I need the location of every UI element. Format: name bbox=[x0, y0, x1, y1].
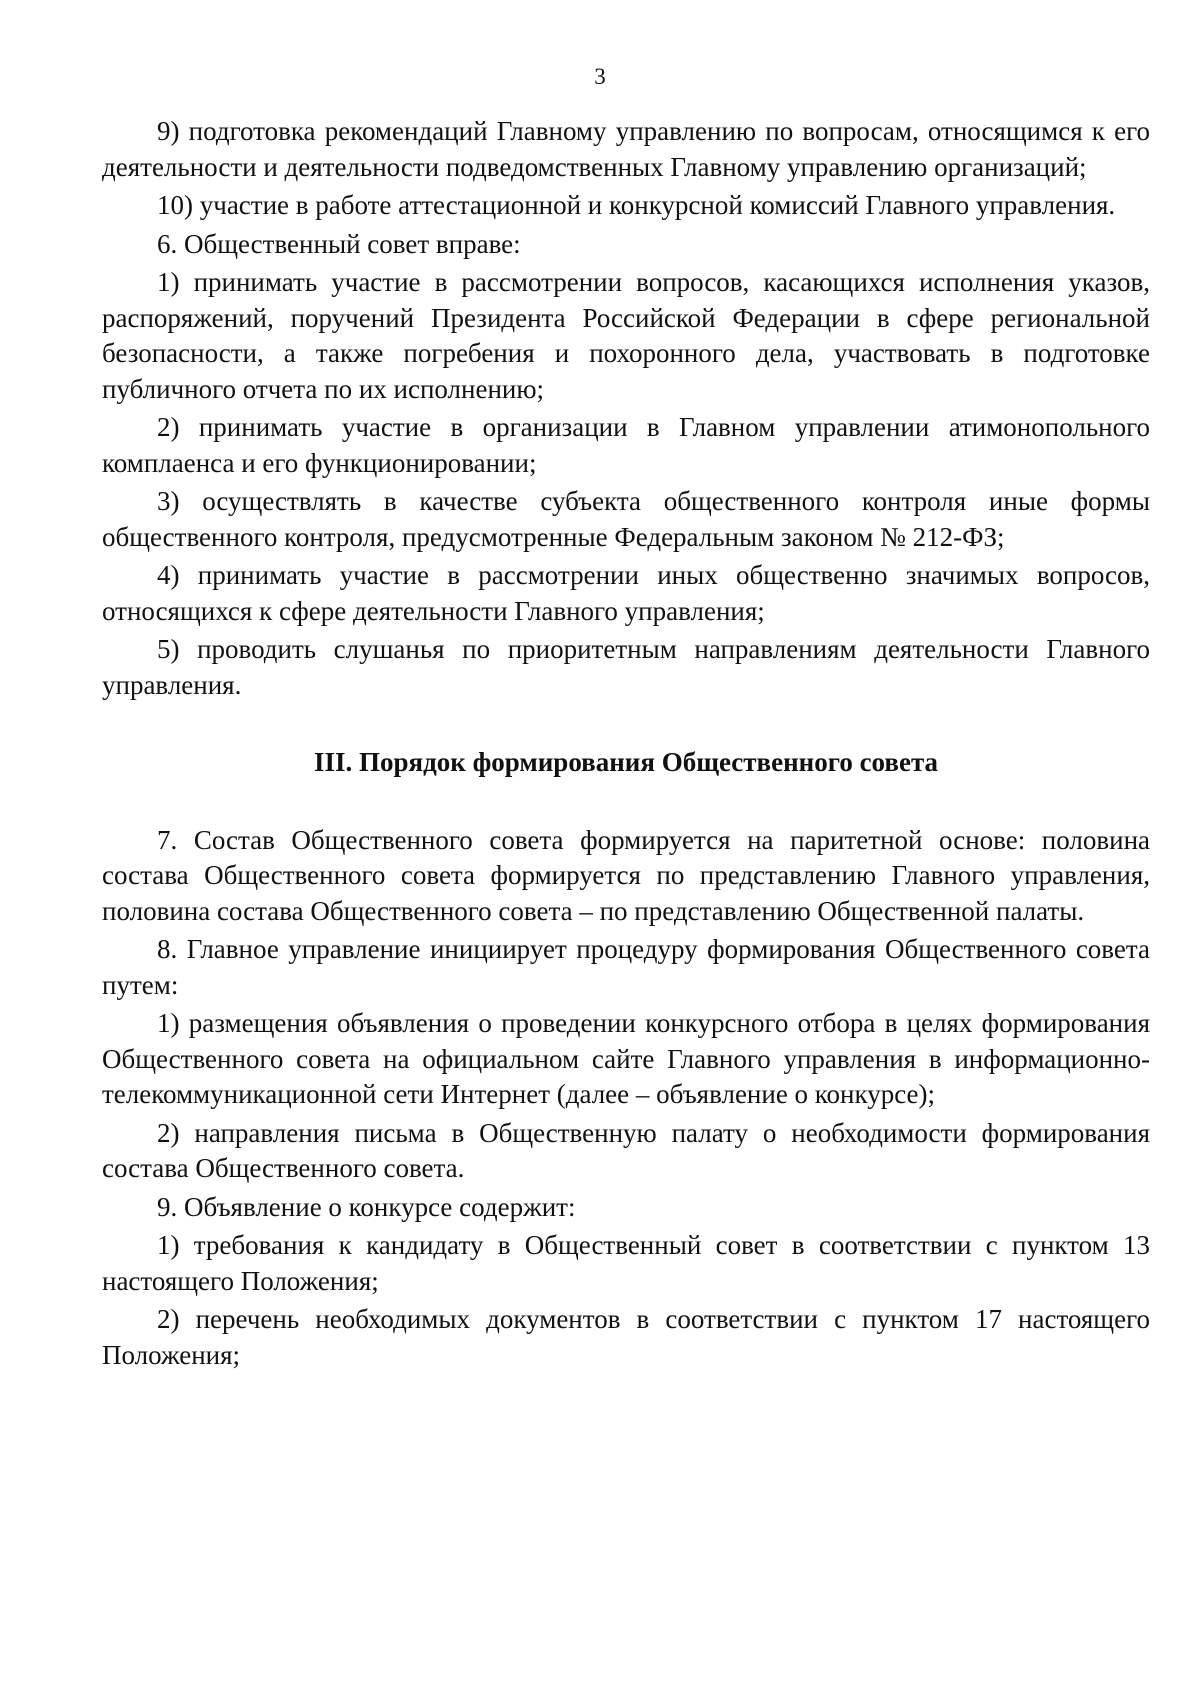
paragraph-right-1: 1) принимать участие в рассмотрении вопросов, касающихся исполнения указов, распоряжений, поручений Президента Российской Федерации в сфере региональной безопасности, а также погребения и похоронного дела, участвовать в подготовке публичного отчета по их исполнению; bbox=[102, 267, 1150, 404]
paragraph-item-10-commissions: 10) участие в работе аттестационной и конкурсной комиссий Главного управления. bbox=[157, 190, 1116, 220]
paragraph-method-1: 1) размещения объявления о проведении конкурсного отбора в целях формирования Общественного совета на официальном сайте Главного управления в информационно-телекоммуникационной сети Интернет (далее – объявление о конкурсе); bbox=[102, 1008, 1150, 1109]
paragraph-clause-9: 9. Объявление о конкурсе содержит: bbox=[157, 1191, 576, 1222]
paragraph-clause-8: 8. Главное управление инициирует процедуру формирования Общественного совета путем: bbox=[102, 934, 1150, 1000]
paragraph-announcement-2: 2) перечень необходимых документов в соответствии с пунктом 17 настоящего Положения; bbox=[102, 1304, 1150, 1370]
paragraph-right-4: 4) принимать участие в рассмотрении иных общественно значимых вопросов, относящихся к сфере деятельности Главного управления; bbox=[102, 560, 1150, 626]
paragraph-announcement-1: 1) требования к кандидату в Общественный совет в соответствии с пунктом 13 настоящего Положения; bbox=[102, 1230, 1150, 1296]
paragraph-right-3: 3) осуществлять в качестве субъекта общественного контроля иные формы общественного контроля, предусмотренные Федеральным законом № 212-ФЗ; bbox=[102, 486, 1150, 552]
paragraph-clause-6: 6. Общественный совет вправе: bbox=[157, 228, 521, 259]
paragraph-item-9-recommendations: 9) подготовка рекомендаций Главному управлению по вопросам, относящимся к его деятельности и деятельности подведомственных Главному управлению организаций; bbox=[102, 116, 1150, 182]
paragraph-clause-7: 7. Состав Общественного совета формируется на паритетной основе: половина состава Общественного совета формируется по представлению Главного управления, половина состава Общественного совета – по представлению Общественной палаты. bbox=[102, 824, 1150, 926]
document-body bbox=[102, 114, 1150, 1376]
paragraph-right-2: 2) принимать участие в организации в Главном управлении атимонопольного комплаенса и его функционировании; bbox=[102, 412, 1150, 478]
paragraph-method-2: 2) направления письма в Общественную палату о необходимости формирования состава Общественного совета. bbox=[102, 1117, 1150, 1183]
section-heading: III. Порядок формирования Общественного совета bbox=[313, 747, 939, 777]
paragraph-right-5: 5) проводить слушанья по приоритетным направлениям деятельности Главного управления. bbox=[102, 634, 1150, 700]
page-number: 3 bbox=[594, 64, 606, 89]
